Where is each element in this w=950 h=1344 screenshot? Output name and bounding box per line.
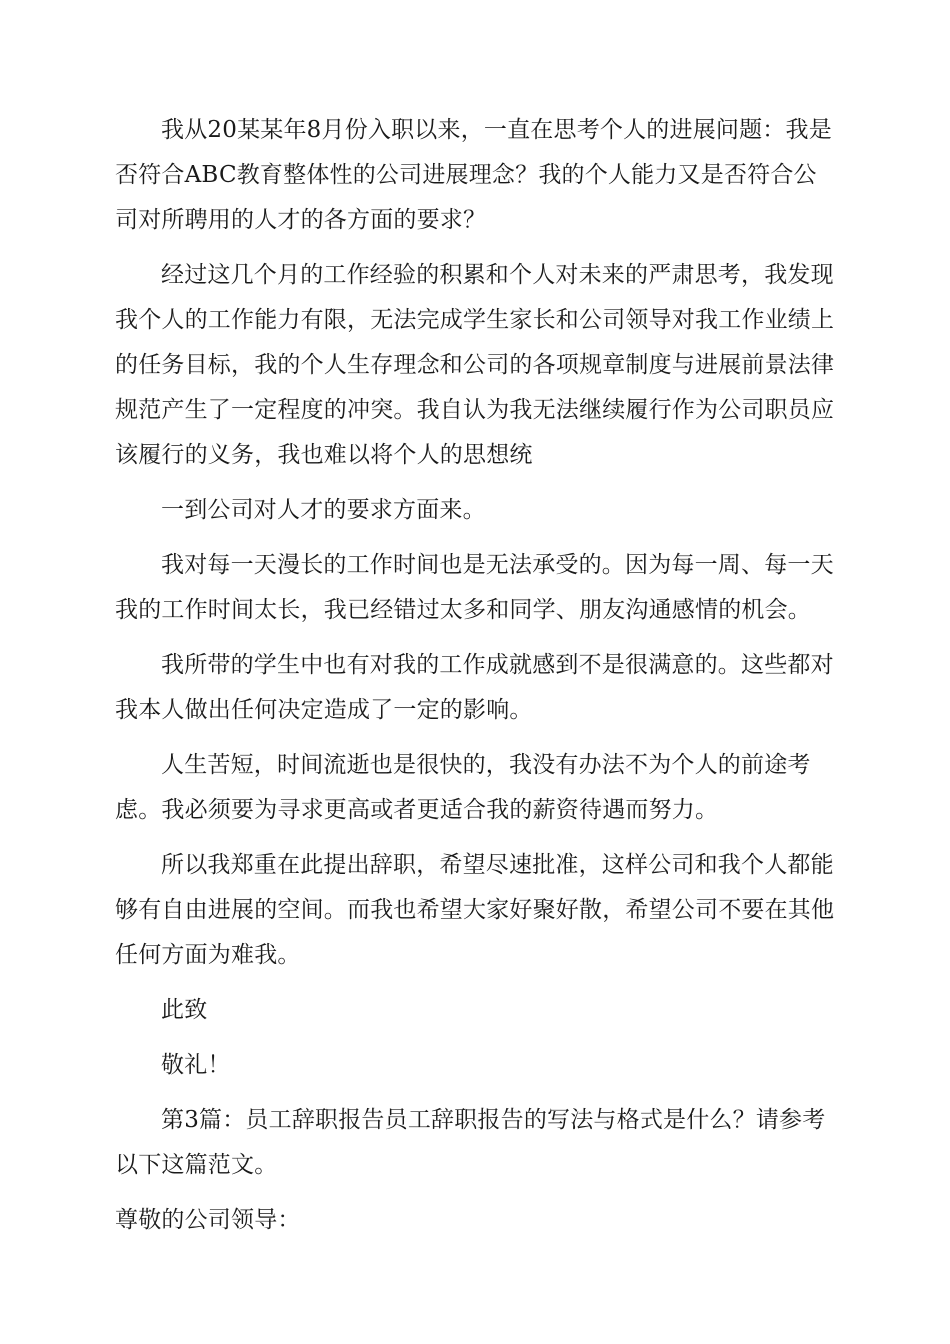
salutation: 尊敬的公司领导： [115, 1207, 301, 1233]
paragraph-working-hours: 我对每一天漫长的工作时间也是无法承受的。因为每一周、每一天我的工作时间太长，我已经错过太多和同学、朋友沟通感情的机会。 [115, 552, 834, 623]
paragraph-life-short: 人生苦短，时间流逝也是很快的，我没有办法不为个人的前途考虑。我必须要为寻求更高或者更适合我的薪资待遇而努力。 [115, 752, 811, 823]
section-heading-part3: 第3篇：员工辞职报告员工辞职报告的写法与格式是什么？请参考以下这篇范文。 [115, 1107, 826, 1178]
document-body [115, 108, 835, 1253]
paragraph-students: 我所带的学生中也有对我的工作成就感到不是很满意的。这些都对我本人做出任何决定造成了一定的影响。 [115, 652, 834, 723]
paragraph-continuation: 一到公司对人才的要求方面来。 [161, 497, 486, 523]
closing-jingli: 敬礼！ [161, 1052, 231, 1078]
paragraph-reflection: 经过这几个月的工作经验的积累和个人对未来的严肃思考，我发现我个人的工作能力有限，无法完成学生家长和公司领导对我工作业绩上的任务目标，我的个人生存理念和公司的各项规章制度与进展前景法律规范产生了一定程度的冲突。我自认为我无法继续履行作为公司职员应该履行的义务，我也难以将个人的思想统 [115, 262, 835, 468]
paragraph-intro: 我从20某某年8月份入职以来，一直在思考个人的进展问题：我是否符合ABC教育整体性的公司进展理念？我的个人能力又是否符合公司对所聘用的人才的各方面的要求？ [115, 117, 832, 233]
paragraph-resignation-request: 所以我郑重在此提出辞职，希望尽速批准，这样公司和我个人都能够有自由进展的空间。而我也希望大家好聚好散，希望公司不要在其他任何方面为难我。 [115, 852, 835, 968]
closing-cizhi: 此致 [161, 997, 208, 1023]
